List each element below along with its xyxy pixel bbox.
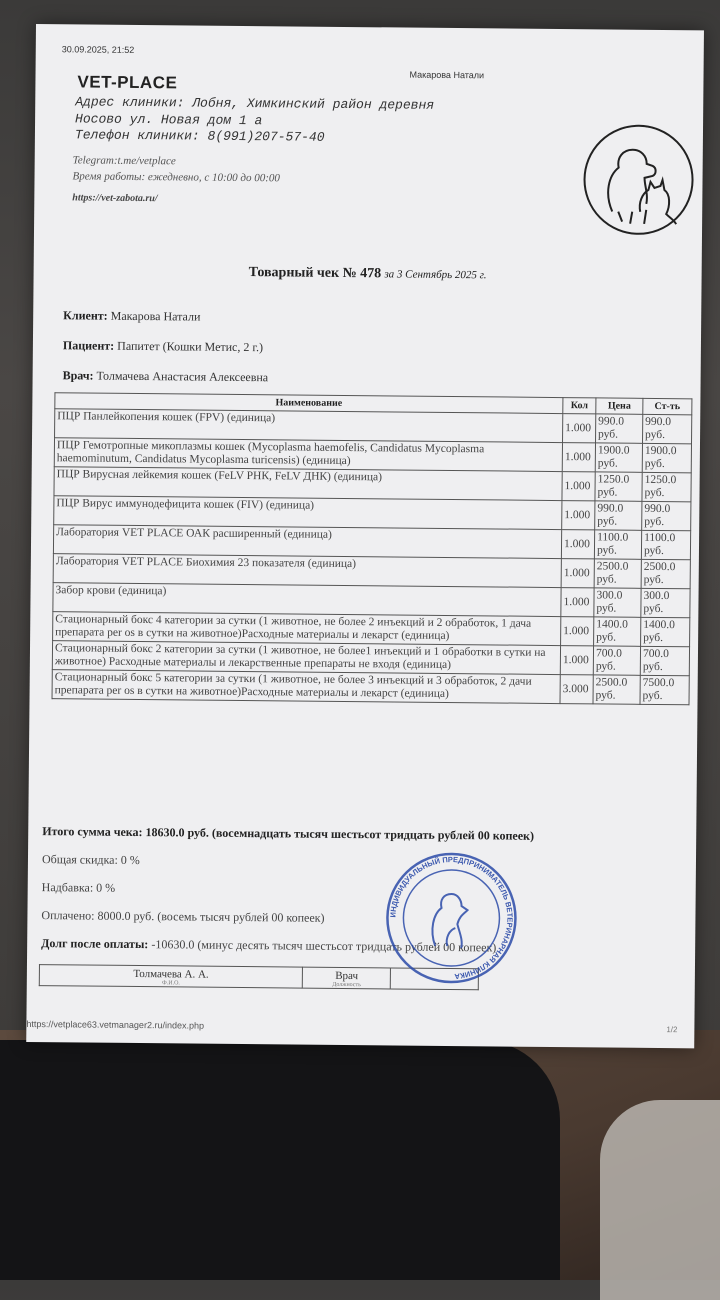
- item-name: Стационарный бокс 2 категории за сутки (1 животное, не более1 инъекций и 1 обработки в сутки на животное) Расходные материалы и лекарственные препараты не входя (единица): [52, 641, 560, 675]
- print-owner: Макарова Натали: [409, 69, 485, 81]
- item-name: Лаборатория VET PLACE ОАК расширенный (единица): [53, 525, 561, 559]
- clinic-phone: Телефон клиники: 8(991)207-57-40: [74, 127, 325, 145]
- client-label: Клиент:: [63, 308, 108, 323]
- debt-value: -10630.0 (минус десять тысяч шестьсот тридцать рублей 00 копеек): [151, 937, 497, 955]
- receipt-sheet: [26, 24, 704, 1048]
- item-sum: 990.0 руб.: [642, 501, 691, 530]
- clinic-meta: [72, 152, 280, 186]
- total-value: Итого сумма чека: 18630.0 руб. (восемнадцать тысяч шестьсот тридцать рублей 00 копеек): [42, 824, 535, 843]
- discount-line: Общая скидка: 0 %: [41, 852, 140, 868]
- clinic-website[interactable]: https://vet-zabota.ru/: [72, 192, 158, 205]
- debt-label: Долг после оплаты:: [41, 936, 149, 952]
- receipt-title: [34, 262, 702, 285]
- client-field: [63, 308, 200, 324]
- item-name: Стационарный бокс 4 категории за сутки (1 животное, не более 2 инъекций и 2 обработок, 1 дача препарата per os в сутки на животное)Расходные материалы и лекарст (единица): [53, 612, 561, 646]
- page-number: 1/2: [666, 1025, 678, 1035]
- working-hours: Время работы: ежедневно, с 10:00 до 00:00: [72, 170, 280, 185]
- item-sum: 300.0 руб.: [641, 588, 690, 617]
- paid-line: Оплачено: 8000.0 руб. (восемь тысяч рублей 00 копеек): [41, 908, 325, 925]
- patient-label: Пациент:: [62, 338, 115, 353]
- item-price: 990.0 руб.: [595, 501, 642, 530]
- telegram-link[interactable]: Telegram:t.me/vetplace: [72, 154, 176, 168]
- item-qty: 3.000: [560, 675, 593, 704]
- item-qty: 1.000: [562, 443, 595, 472]
- signature-name-caption: Ф.И.О.: [162, 980, 180, 987]
- doctor-field: [63, 368, 269, 385]
- item-sum: 2500.0 руб.: [641, 559, 690, 588]
- signature-role-caption: Должность: [332, 981, 361, 989]
- item-price: 700.0 руб.: [593, 646, 640, 675]
- patient-field: [63, 338, 263, 355]
- item-name: ПЦР Гемотропные микоплазмы кошек (Mycoplasma haemofelis, Candidatus Mycoplasma haemominutum, Candidatus Mycoplasma turicensis) (единица): [54, 438, 562, 472]
- clinic-address: [75, 94, 475, 147]
- stamp-text: ИНДИВИДУАЛЬНЫЙ ПРЕДПРИНИМАТЕЛЬ ВЕТЕРИНАРНАЯ КЛИНИКА: [388, 854, 515, 981]
- item-qty: 1.000: [561, 588, 594, 617]
- doctor-value: Толмачева Анастасия Алексеевна: [96, 368, 269, 385]
- item-price: 2500.0 руб.: [593, 675, 640, 704]
- item-sum: 7500.0 руб.: [640, 675, 689, 704]
- item-qty: 1.000: [560, 646, 593, 675]
- clinic-logo-icon: [582, 123, 695, 236]
- item-name: Стационарный бокс 5 категории за сутки (1 животное, не более 3 инъекций и 3 обработок, 2 дачи препарата per os в сутки на животное)Расходные материалы и лекарст (единица): [52, 670, 560, 704]
- item-qty: 1.000: [563, 414, 596, 443]
- table-row: [52, 670, 689, 705]
- item-sum: 1400.0 руб.: [641, 617, 690, 646]
- col-name-header: Наименование: [55, 393, 563, 414]
- item-price: 1900.0 руб.: [595, 443, 642, 472]
- signature-name-cell: [39, 965, 303, 989]
- doctor-label: Врач:: [62, 368, 94, 383]
- print-datetime: 30.09.2025, 21:52: [61, 44, 135, 55]
- item-name: ПЦР Вирусная лейкемия кошек (FeLV РНК, FeLV ДНК) (единица): [54, 467, 562, 501]
- item-sum: 700.0 руб.: [640, 646, 689, 675]
- item-qty: 1.000: [562, 472, 595, 501]
- receipt-number: Товарный чек № 478: [248, 265, 382, 282]
- item-price: 300.0 руб.: [594, 588, 641, 617]
- receipt-date: за 3 Сентябрь 2025 г.: [384, 268, 487, 282]
- item-qty: 1.000: [561, 617, 594, 646]
- item-qty: 1.000: [562, 501, 595, 530]
- item-price: 1400.0 руб.: [594, 617, 641, 646]
- client-value: Макарова Натали: [110, 308, 201, 324]
- col-qty-header: Кол: [563, 398, 596, 414]
- item-sum: 1250.0 руб.: [642, 472, 691, 501]
- footer-url: https://vetplace63.vetmanager2.ru/index.php: [26, 1018, 205, 1031]
- address-line-2: Носово ул. Новая дом 1 а: [75, 110, 263, 128]
- markup-line: Надбавка: 0 %: [41, 880, 116, 895]
- item-price: 2500.0 руб.: [594, 559, 641, 588]
- item-price: 1100.0 руб.: [594, 530, 641, 559]
- item-sum: 990.0 руб.: [643, 414, 692, 443]
- item-name: Забор крови (единица): [53, 583, 561, 617]
- signature-role-cell: [303, 967, 391, 989]
- signature-name: Толмачева А. А.: [133, 967, 209, 981]
- background-cloth: [600, 1100, 720, 1300]
- item-name: ПЦР Вирус иммунодефицита кошек (FIV) (единица): [54, 496, 562, 530]
- col-sum-header: Ст-ть: [643, 398, 692, 414]
- background-dark-object: [0, 1040, 560, 1280]
- item-name: Лаборатория VET PLACE Биохимия 23 показателя (единица): [53, 554, 561, 588]
- signature-role: Врач: [335, 969, 359, 983]
- item-qty: 1.000: [561, 559, 594, 588]
- items-table: [52, 392, 693, 705]
- clinic-brand: VET-PLACE: [77, 72, 178, 93]
- item-price: 990.0 руб.: [596, 414, 643, 443]
- item-sum: 1100.0 руб.: [641, 530, 690, 559]
- total-line: [42, 824, 534, 844]
- item-qty: 1.000: [561, 530, 594, 559]
- item-sum: 1900.0 руб.: [642, 443, 691, 472]
- item-price: 1250.0 руб.: [595, 472, 642, 501]
- col-price-header: Цена: [596, 398, 643, 414]
- patient-value: Папитет (Кошки Метис, 2 г.): [117, 338, 264, 355]
- item-name: ПЦР Панлейкопения кошек (FPV) (единица): [55, 409, 563, 443]
- address-line-1: Адрес клиники: Лобня, Химкинский район деревня: [75, 94, 435, 113]
- clinic-stamp-icon: [383, 849, 520, 986]
